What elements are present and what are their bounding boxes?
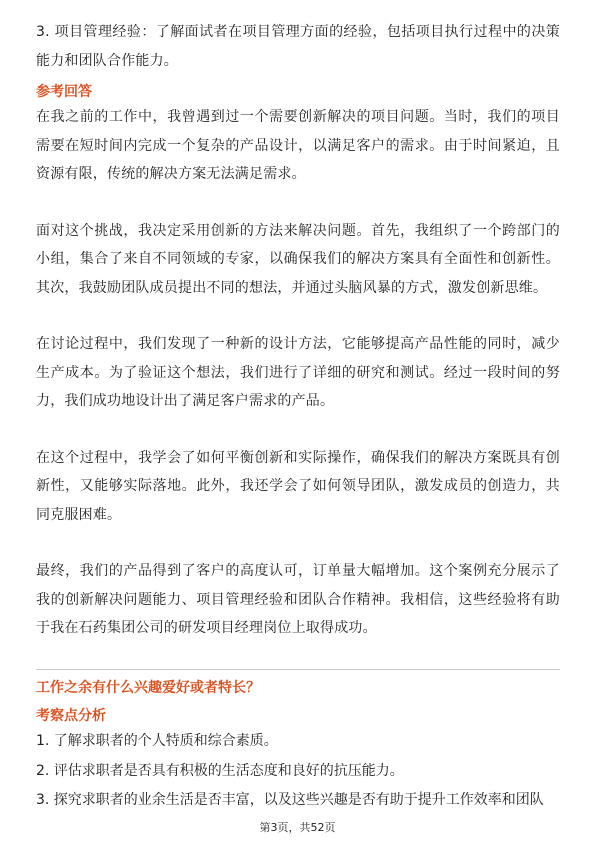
analysis-item-2: 2. 评估求职者是否具有积极的生活态度和良好的抗压能力。 — [36, 762, 404, 779]
answer-paragraph-1: 在我之前的工作中，我曾遇到过一个需要创新解决的项目问题。当时，我们的项目需要在短时间内完成一个复杂的产品设计，以满足客户的需求。由于时间紧迫，且资源有限，传统的解决方案无法满足需求。 — [36, 109, 560, 182]
answer-paragraph-5: 最终，我们的产品得到了客户的高度认可，订单量大幅增加。这个案例充分展示了我的创新解决问题能力、项目管理经验和团队合作精神。我相信，这些经验将有助于我在石药集团公司的研发项目经理岗位上取得成功。 — [36, 563, 560, 636]
section-divider — [36, 669, 560, 670]
analysis-label: 考察点分析 — [36, 708, 106, 724]
answer-section — [36, 18, 560, 643]
question-title: 工作之余有什么兴趣爱好或者特长？ — [36, 680, 260, 696]
answer-paragraph-2: 面对这个挑战，我决定采用创新的方法来解决问题。首先，我组织了一个跨部门的小组，集合了来自不同领域的专家，以确保我们的解决方案具有全面性和创新性。其次，我鼓励团队成员提出不同的想法，并通过头脑风暴的方式，激发创新思维。 — [36, 222, 560, 296]
analysis-item-3: 3. 探究求职者的业余生活是否丰富，以及这些兴趣是否有助于提升工作效率和团队 — [36, 792, 544, 808]
answer-paragraph-3: 在讨论过程中，我们发现了一种新的设计方法，它能够提高产品性能的同时，减少生产成本。为了验证这个想法，我们进行了详细的研究和测试。经过一段时间的努力，我们成功地设计出了满足客户需求的产品。 — [36, 336, 560, 409]
analysis-item-1: 1. 了解求职者的个人特质和综合素质。 — [36, 733, 278, 749]
question-section — [36, 677, 560, 816]
answer-paragraph-4: 在这个过程中，我学会了如何平衡创新和实际操作，确保我们的解决方案既具有创新性，又能够实际落地。此外，我还学会了如何领导团队，激发成员的创造力，共同克服困难。 — [36, 449, 560, 523]
page-footer: 第3页，共52页 — [259, 821, 336, 834]
intro-item: 3. 项目管理经验：了解面试者在项目管理方面的经验，包括项目执行过程中的决策能力和团队合作能力。 — [36, 24, 560, 69]
answer-label: 参考回答 — [36, 84, 92, 100]
